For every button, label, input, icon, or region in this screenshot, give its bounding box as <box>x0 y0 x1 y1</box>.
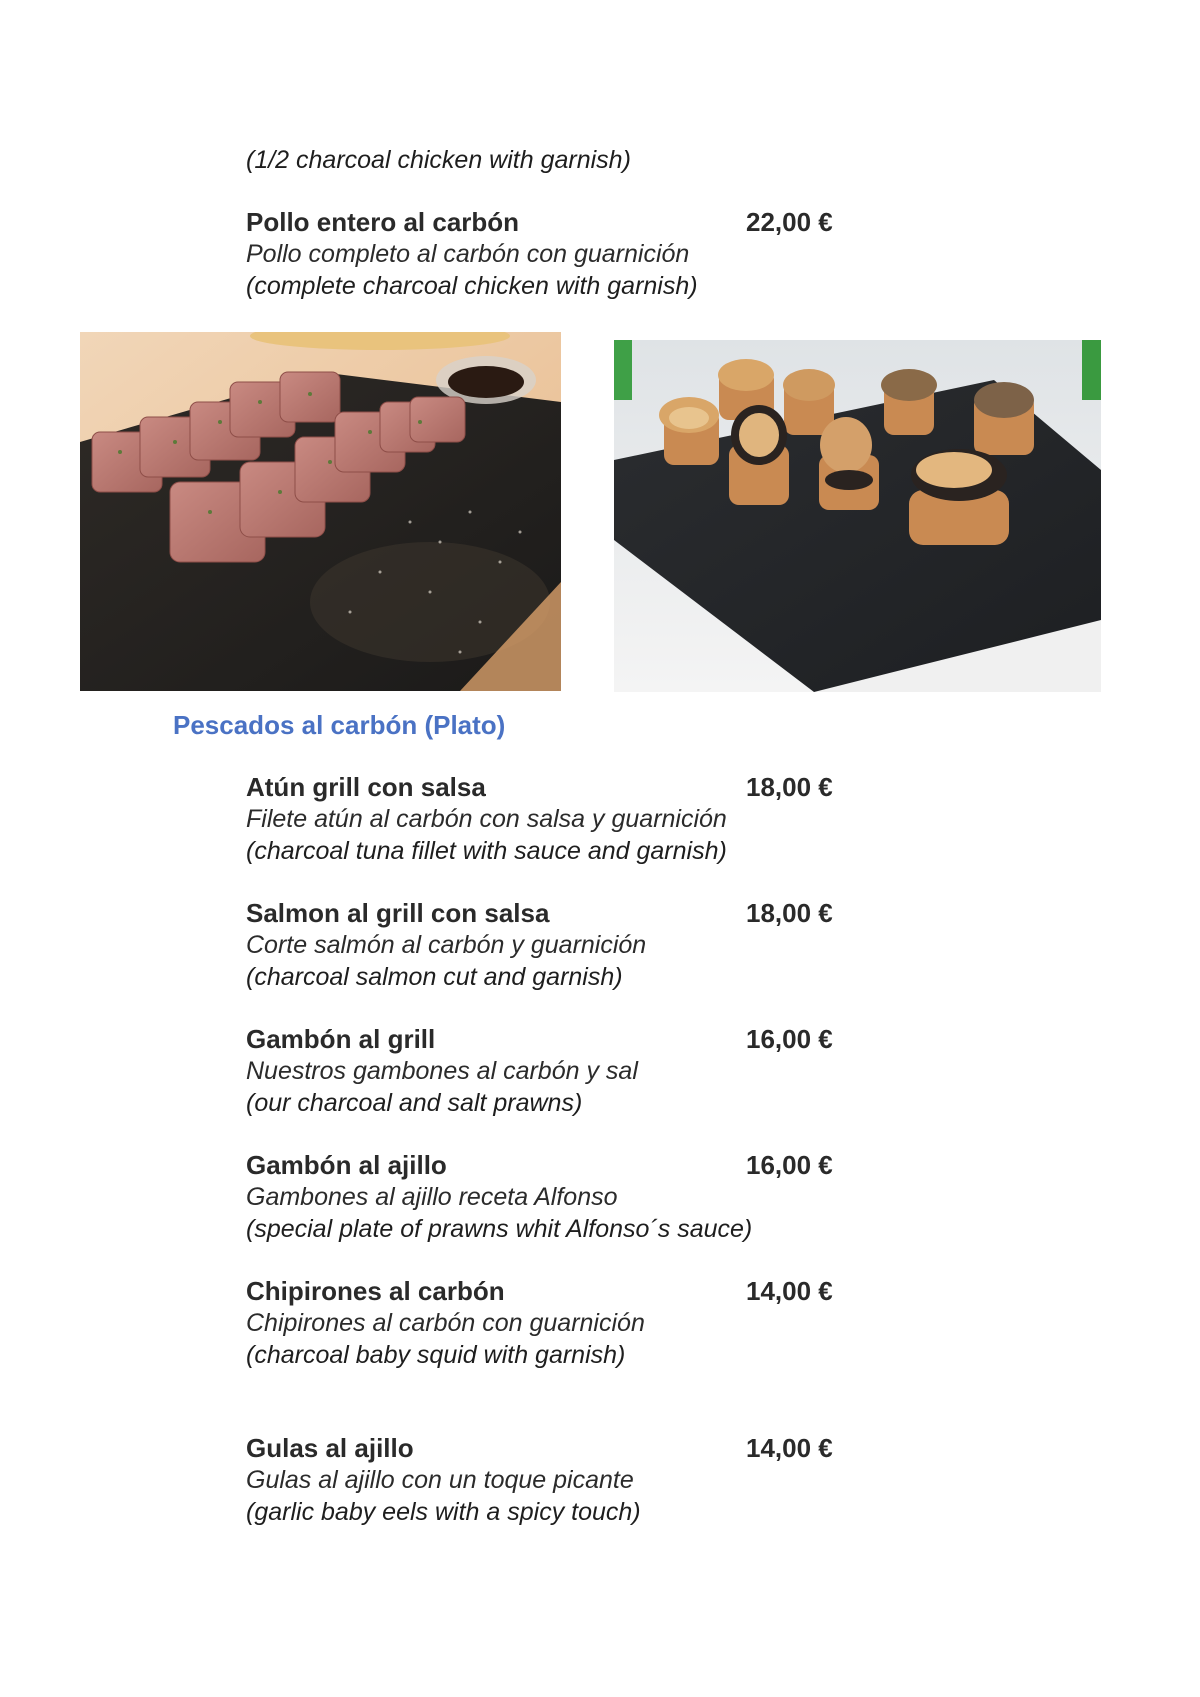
item-desc-en: (garlic baby eels with a spicy touch) <box>246 1498 641 1526</box>
item-desc-en: (special plate of prawns whit Alfonso´s sauce) <box>246 1215 753 1243</box>
item-name: Atún grill con salsa <box>246 772 486 802</box>
tuna-tataki-photo <box>80 332 561 691</box>
item-desc-en: (charcoal baby squid with garnish) <box>246 1341 626 1369</box>
item-desc-es: Corte salmón al carbón y guarnición <box>246 931 647 959</box>
menu-item <box>246 1275 846 1371</box>
item-price: 16,00 € <box>746 1150 833 1180</box>
item-name: Pollo entero al carbón <box>246 207 520 237</box>
item-desc-es: Chipirones al carbón con guarnición <box>246 1309 645 1337</box>
item-price: 22,00 € <box>746 207 833 237</box>
mussel-canape-image <box>614 340 1101 692</box>
item-desc-es: Gambones al ajillo receta Alfonso <box>246 1183 618 1211</box>
item-name: Gulas al ajillo <box>246 1433 414 1463</box>
item-price: 16,00 € <box>746 1024 833 1054</box>
item-desc-es: Nuestros gambones al carbón y sal <box>246 1057 638 1085</box>
item-name: Gambón al ajillo <box>246 1150 447 1180</box>
previous-item-desc-en: (1/2 charcoal chicken with garnish) <box>246 146 631 174</box>
menu-item <box>246 1432 846 1528</box>
menu-item <box>246 1023 846 1119</box>
item-desc-en: (complete charcoal chicken with garnish) <box>246 272 698 300</box>
item-desc-en: (charcoal tuna fillet with sauce and garnish) <box>246 837 727 865</box>
menu-item <box>246 897 846 993</box>
item-desc-en: (our charcoal and salt prawns) <box>246 1089 583 1117</box>
item-price: 14,00 € <box>746 1276 833 1306</box>
menu-item-pollo-entero <box>246 206 846 302</box>
section-title: Pescados al carbón (Plato) <box>173 710 506 740</box>
item-price: 18,00 € <box>746 898 833 928</box>
mussel-canape-photo <box>614 340 1101 692</box>
item-desc-en: (charcoal salmon cut and garnish) <box>246 963 623 991</box>
item-desc-es: Filete atún al carbón con salsa y guarnición <box>246 805 727 833</box>
item-name: Chipirones al carbón <box>246 1276 505 1306</box>
tuna-tataki-image <box>80 332 561 691</box>
item-desc-es: Pollo completo al carbón con guarnición <box>246 240 690 268</box>
menu-item <box>246 1149 846 1245</box>
previous-item-description <box>246 144 846 176</box>
menu-item <box>246 771 846 867</box>
item-name: Salmon al grill con salsa <box>246 898 550 928</box>
item-desc-es: Gulas al ajillo con un toque picante <box>246 1466 634 1494</box>
item-price: 14,00 € <box>746 1433 833 1463</box>
item-name: Gambón al grill <box>246 1024 436 1054</box>
item-price: 18,00 € <box>746 772 833 802</box>
